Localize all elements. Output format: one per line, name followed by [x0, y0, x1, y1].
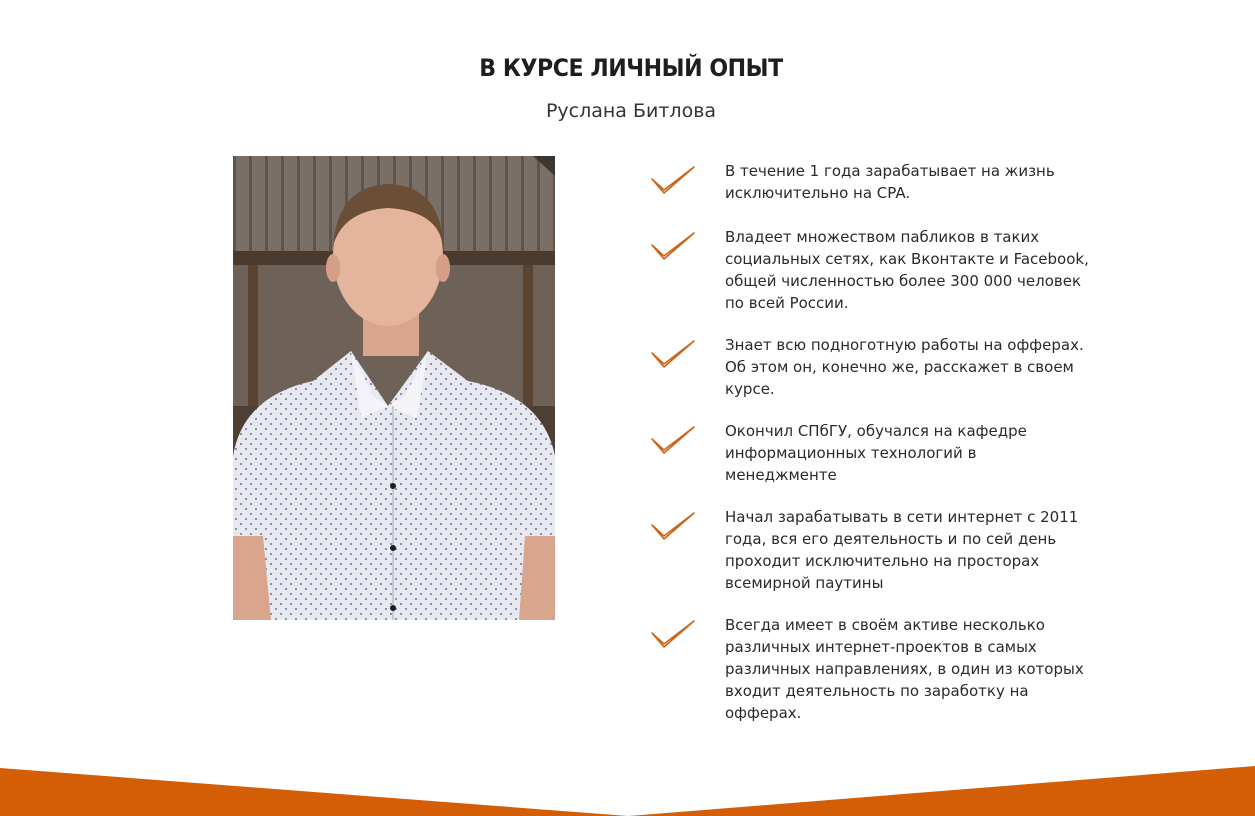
page-subtitle: Руслана Битлова: [545, 100, 717, 122]
check-icon: [650, 618, 696, 652]
profile-photo: [233, 156, 555, 620]
check-icon: [650, 230, 696, 264]
footer-wave: [0, 760, 1255, 816]
feature-text: Начал зарабатывать в сети интернет с 2011 года, вся его деятельность и по сей день проходит исключительно на просторах всемирной паутины: [725, 508, 1079, 592]
feature-text: Всегда имеет в своём активе несколько различных интернет-проектов в самых различных направлениях, в один из которых входит деятельность по заработку на офферах.: [725, 616, 1084, 722]
check-icon: [650, 424, 696, 458]
feature-text: Знает всю подноготную работы на офферах. Об этом он, конечно же, расскажет в своем курсе.: [725, 336, 1084, 398]
page-title: В КУРСЕ ЛИЧНЫЙ ОПЫТ: [479, 54, 783, 82]
check-icon: [650, 338, 696, 372]
feature-text: Владеет множеством пабликов в таких социальных сетях, как Вконтакте и Facebook, общей численностью более 300 000 человек по всей России.: [725, 228, 1089, 312]
feature-text: В течение 1 года зарабатывает на жизнь исключительно на CPA.: [725, 162, 1055, 202]
feature-text: Окончил СПбГУ, обучался на кафедре информационных технологий в менеджменте: [725, 422, 1027, 484]
check-icon: [650, 164, 696, 198]
check-icon: [650, 510, 696, 544]
